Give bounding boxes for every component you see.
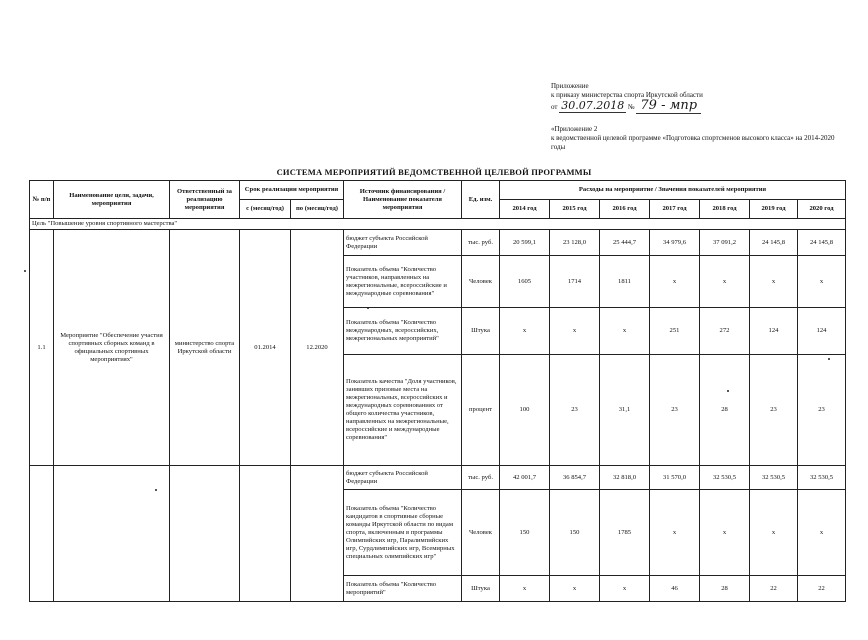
year-header: 2020 год: [798, 200, 846, 219]
order-date-handwritten: 30.07.2018: [561, 99, 625, 112]
appendix2-line: «Приложение 2: [551, 125, 598, 133]
value-cell: х: [550, 308, 600, 355]
col-num-header: № п/п: [30, 181, 54, 219]
value-cell: 24 145,8: [750, 230, 798, 256]
value-cell: 124: [750, 308, 798, 355]
col-source-header: Источник финансирования / Наименование показателя мероприятия: [344, 181, 462, 219]
value-cell: х: [600, 308, 650, 355]
col-responsible-header: Ответственный за реализацию мероприятия: [170, 181, 240, 219]
value-cell: х: [600, 576, 650, 602]
unit-cell: тыс. руб.: [462, 466, 500, 490]
event-responsible: министерство спорта Иркутской области: [170, 230, 240, 466]
table-row: [30, 230, 846, 256]
value-cell: 32 530,5: [750, 466, 798, 490]
source-cell: Показатель объема "Количество международных, всероссийских, межрегиональных мероприятий": [344, 308, 462, 355]
value-cell: 150: [550, 490, 600, 576]
value-cell: х: [798, 256, 846, 308]
event2-to: [291, 466, 344, 602]
col-period-header: Срок реализации мероприятия: [240, 181, 344, 200]
value-cell: 251: [650, 308, 700, 355]
value-cell: 36 854,7: [550, 466, 600, 490]
scan-speck: [367, 307, 369, 309]
event2-responsible: [170, 466, 240, 602]
value-cell: х: [550, 576, 600, 602]
number-label: №: [627, 103, 635, 111]
col-expenses-header: Расходы на мероприятие / Значения показателей мероприятия: [500, 181, 846, 200]
header-program: [551, 125, 851, 152]
unit-cell: Штука: [462, 576, 500, 602]
value-cell: 37 091,2: [700, 230, 750, 256]
col-from-header: с (месяц/год): [240, 200, 291, 219]
value-cell: 22: [798, 576, 846, 602]
value-cell: х: [650, 490, 700, 576]
value-cell: 1605: [500, 256, 550, 308]
scan-speck: [155, 489, 157, 491]
col-name-header: Наименование цели, задачи, мероприятия: [54, 181, 170, 219]
year-header: 2019 год: [750, 200, 798, 219]
source-cell: бюджет субъекта Российской Федерации: [344, 230, 462, 256]
event-to: 12.2020: [291, 230, 344, 466]
value-cell: 272: [700, 308, 750, 355]
event-num: 1.1: [30, 230, 54, 466]
order-line: к приказу министерства спорта Иркутской области: [551, 91, 703, 99]
unit-cell: тыс. руб.: [462, 230, 500, 256]
col-unit-header: Ед. изм.: [462, 181, 500, 219]
value-cell: 1714: [550, 256, 600, 308]
source-cell: Показатель качества "Доля участников, занявших призовые места на межрегиональных, всероссийских и международных соревнованиях от общего количества участников, направленных на межрегиональные, всероссийские и международные соревнования": [344, 355, 462, 466]
value-cell: 23: [750, 355, 798, 466]
scan-speck: [828, 358, 830, 360]
events-table: [29, 180, 846, 602]
value-cell: 32 530,5: [798, 466, 846, 490]
source-cell: Показатель объема "Количество участников, направленных на межрегиональные, всероссийские и международные соревнования": [344, 256, 462, 308]
goal-row: [30, 219, 846, 230]
value-cell: 32 530,5: [700, 466, 750, 490]
value-cell: 23: [550, 355, 600, 466]
value-cell: 1785: [600, 490, 650, 576]
header-row-1: [30, 181, 846, 200]
goal-text: Цель "Повышение уровня спортивного мастерства": [30, 219, 846, 230]
program-line-2: годы: [551, 143, 566, 151]
value-cell: 28: [700, 576, 750, 602]
value-cell: х: [750, 490, 798, 576]
document-title: СИСТЕМА МЕРОПРИЯТИЙ ВЕДОМСТВЕННОЙ ЦЕЛЕВОЙ ПРОГРАММЫ: [276, 167, 592, 177]
value-cell: х: [500, 576, 550, 602]
value-cell: 24 145,8: [798, 230, 846, 256]
program-line-1: к ведомственной целевой программе «Подготовка спортсменов высокого класса» на 2014-2020: [551, 134, 835, 142]
scan-speck: [24, 270, 26, 272]
value-cell: 124: [798, 308, 846, 355]
year-header: 2014 год: [500, 200, 550, 219]
year-header: 2017 год: [650, 200, 700, 219]
table-row: [30, 466, 846, 490]
value-cell: 42 001,7: [500, 466, 550, 490]
year-header: 2015 год: [550, 200, 600, 219]
event2-name: [54, 466, 170, 602]
source-cell: бюджет субъекта Российской Федерации: [344, 466, 462, 490]
scan-speck: [727, 390, 729, 392]
source-cell: Показатель объема "Количество мероприятий": [344, 576, 462, 602]
value-cell: 20 599,1: [500, 230, 550, 256]
event2-num: [30, 466, 54, 602]
value-cell: 22: [750, 576, 798, 602]
event2-from: [240, 466, 291, 602]
value-cell: 23: [798, 355, 846, 466]
unit-cell: Штука: [462, 308, 500, 355]
value-cell: 28: [700, 355, 750, 466]
value-cell: х: [798, 490, 846, 576]
value-cell: 23 128,0: [550, 230, 600, 256]
value-cell: х: [750, 256, 798, 308]
event-from: 01.2014: [240, 230, 291, 466]
header-appendix: [551, 82, 703, 112]
value-cell: х: [700, 256, 750, 308]
order-ref-line: [551, 98, 703, 113]
source-cell: Показатель объема "Количество кандидатов в спортивные сборные команды Иркутской области по видам спорта, включенным в программы Олимпийских игр, Паралимпийских игр, Сурдлимпийских игр, Всемирных специальных олимпийских игр": [344, 490, 462, 576]
value-cell: 23: [650, 355, 700, 466]
from-label: от: [551, 103, 558, 111]
event-name: Мероприятие "Обеспечение участия спортивных сборных команд в официальных спортивных мероприятиях": [54, 230, 170, 466]
unit-cell: процент: [462, 355, 500, 466]
value-cell: х: [650, 256, 700, 308]
year-header: 2016 год: [600, 200, 650, 219]
value-cell: 31,1: [600, 355, 650, 466]
unit-cell: Человек: [462, 256, 500, 308]
appendix-label: Приложение: [551, 82, 589, 90]
value-cell: 46: [650, 576, 700, 602]
value-cell: 32 818,0: [600, 466, 650, 490]
value-cell: х: [700, 490, 750, 576]
col-to-header: по (месяц/год): [291, 200, 344, 219]
value-cell: 31 570,0: [650, 466, 700, 490]
year-header: 2018 год: [700, 200, 750, 219]
unit-cell: Человек: [462, 490, 500, 576]
value-cell: х: [500, 308, 550, 355]
value-cell: 25 444,7: [600, 230, 650, 256]
order-number-handwritten: 79 - мпр: [636, 98, 701, 114]
value-cell: 1811: [600, 256, 650, 308]
value-cell: 150: [500, 490, 550, 576]
value-cell: 100: [500, 355, 550, 466]
value-cell: 34 979,6: [650, 230, 700, 256]
